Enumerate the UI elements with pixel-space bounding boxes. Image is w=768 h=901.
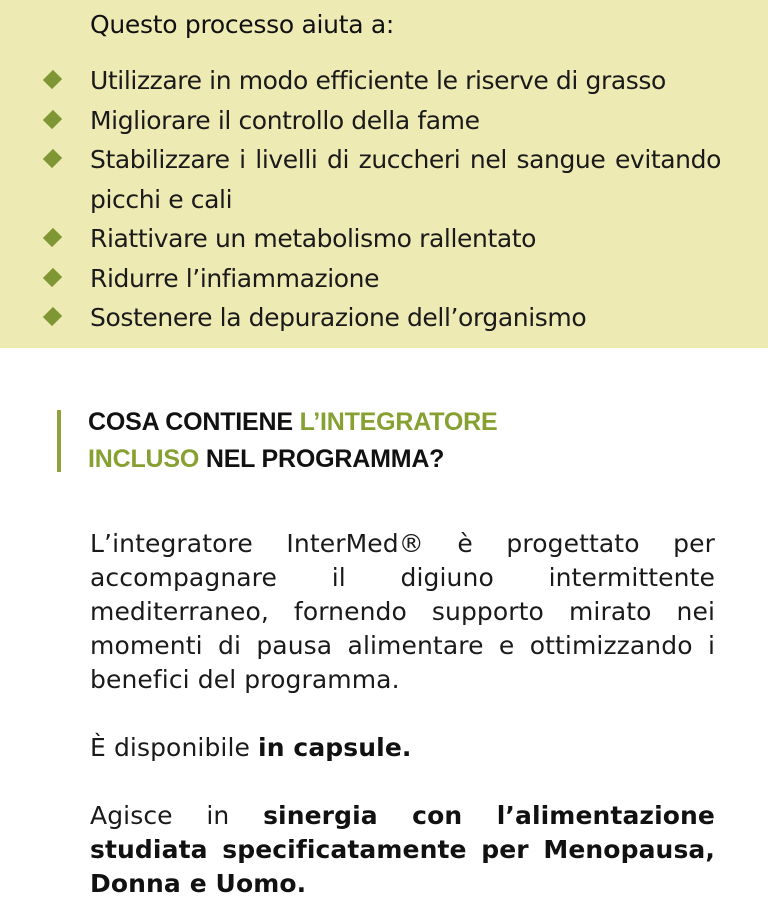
diamond-bullet-icon — [43, 267, 62, 286]
section-heading — [61, 404, 497, 478]
diamond-bullet-icon — [43, 70, 62, 89]
benefit-label: Stabilizzare i livelli di zuccheri nel sangue evitando picchi e cali — [90, 145, 721, 214]
benefits-list — [0, 61, 768, 338]
list-item — [0, 101, 768, 141]
supplement-section — [0, 348, 768, 898]
synergy-text: Agisce in — [90, 801, 264, 830]
list-item — [0, 259, 768, 299]
benefit-label: Utilizzare in modo efficiente le riserve di grasso — [90, 66, 666, 95]
heading-accent-bar — [57, 410, 497, 472]
benefit-label: Migliorare il controllo della fame — [90, 105, 480, 135]
list-item — [0, 298, 768, 338]
benefit-label: Ridurre l’infiammazione — [90, 263, 380, 293]
description-paragraph: L’integratore InterMed® è progettato per accompagnare il digiuno intermittente mediterraneo, fornendo supporto mirato nei momenti di pausa alimentare e ottimizzando i benefici del programma. — [90, 529, 715, 694]
list-item — [0, 61, 768, 101]
list-item — [0, 219, 768, 259]
heading-text: COSA CONTIENE — [88, 408, 300, 436]
availability-paragraph — [90, 731, 715, 765]
benefits-section — [0, 0, 768, 348]
synergy-paragraph — [90, 799, 715, 901]
synergy-strong: sinergia con l’alimentazione studiata specificatamente per Menopausa, Donna e Uomo. — [90, 801, 715, 898]
diamond-bullet-icon — [43, 149, 62, 168]
diamond-bullet-icon — [43, 307, 62, 326]
benefit-label: Riattivare un metabolismo rallentato — [90, 224, 537, 253]
availability-text: È disponibile — [90, 733, 259, 762]
benefits-title: Questo processo aiuta a: — [90, 10, 395, 39]
heading-text: NEL PROGRAMMA? — [199, 445, 445, 473]
availability-strong: in capsule. — [258, 733, 412, 762]
list-item — [0, 140, 768, 219]
heading-accent-text: L’INTEGRATORE — [299, 408, 498, 436]
heading-accent-text: INCLUSO — [88, 445, 200, 473]
diamond-bullet-icon — [43, 109, 62, 128]
benefit-label: Sostenere la depurazione dell’organismo — [90, 303, 587, 332]
diamond-bullet-icon — [43, 228, 62, 247]
